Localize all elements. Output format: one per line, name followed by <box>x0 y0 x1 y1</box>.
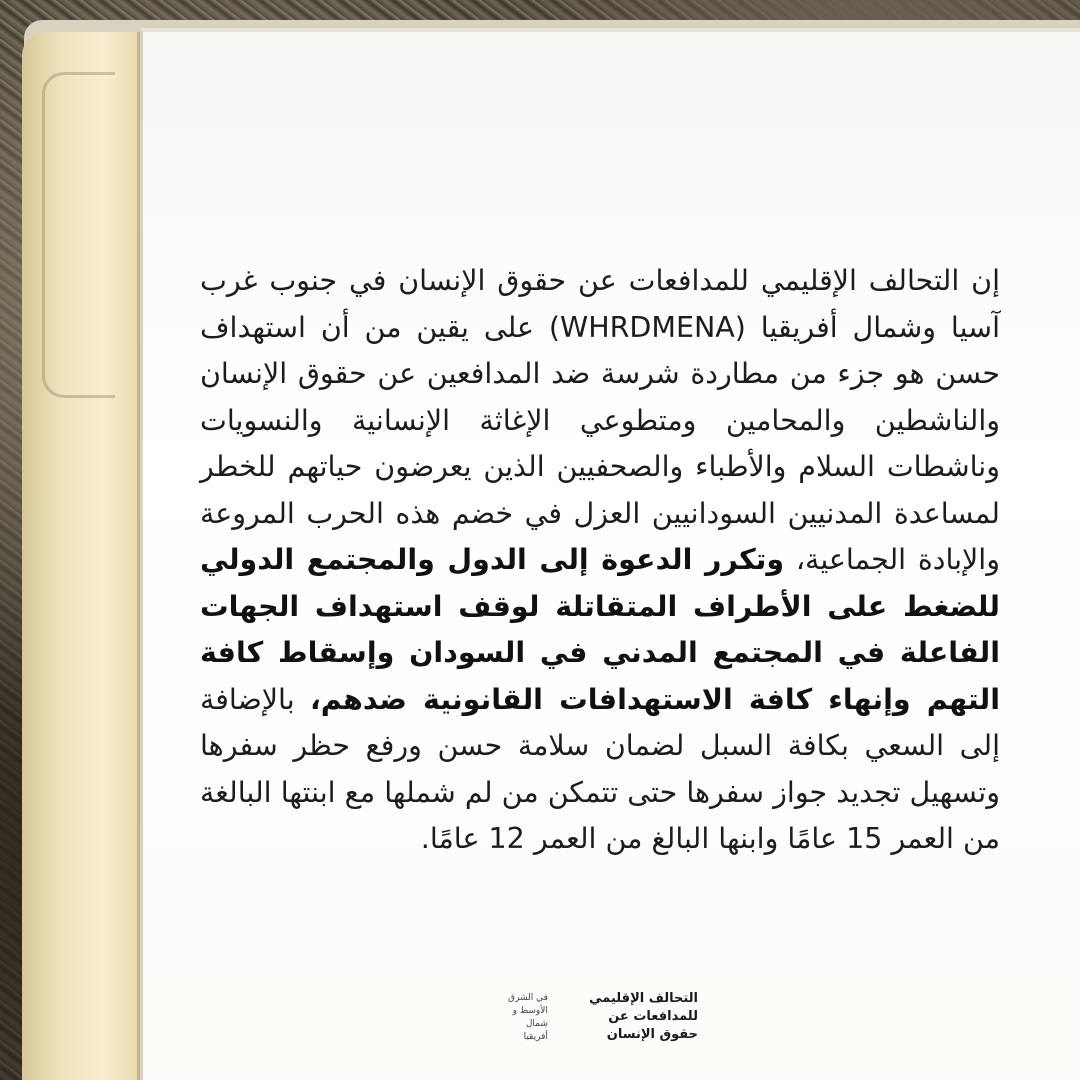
logo-sub-line-4: أفريقيا <box>523 1032 548 1042</box>
organization-logo <box>508 990 698 1048</box>
logo-sub-line-1: في الشرق <box>508 993 548 1003</box>
folder-side-tab <box>22 32 140 1080</box>
logo-main-text <box>589 990 698 1044</box>
logo-main-line-1: التحالف الإقليمي <box>589 991 698 1006</box>
logo-sub-line-3: شمال <box>525 1019 548 1029</box>
statement-call-to-action: وتكرر الدعوة إلى الدول والمجتمع الدولي للضغط على الأطراف المتقاتلة لوقف استهداف الجهات الفاعلة في المجتمع المدني في السودان وإسقاط كافة التهم وإنهاء كافة الاستهدافات القانونية ضدهم، <box>200 543 1000 716</box>
statement-intro: إن التحالف الإقليمي للمدافعات عن حقوق الإنسان في جنوب غرب آسيا وشمال أفريقيا (WHRDMENA) على يقين من أن استهداف حسن هو جزء من مطاردة شرسة ضد المدافعين عن حقوق الإنسان والناشطين والمحامين ومتطوعي الإغاثة الإنسانية والنسويات وناشطات السلام والأطباء والصحفيين الذين يعرضون حياتهم للخطر لمساعدة المدنيين السودانيين العزل في خضم هذه الحرب المروعة والإبادة الجماعية، <box>200 264 1000 576</box>
logo-main-line-2: للمدافعات عن <box>608 1009 698 1024</box>
logo-main-line-3: حقوق الإنسان <box>606 1027 698 1042</box>
folder-tab-notch <box>42 72 115 398</box>
statement-paragraph <box>200 258 1000 863</box>
statement-outro: بالإضافة إلى السعي بكافة السبل لضمان سلامة حسن ورفع حظر سفرها وتسهيل تجديد جواز سفرها حتى تتمكن من لم شملها مع ابنتها البالغة من العمر 15 عامًا وابنها البالغ من العمر 12 عامًا. <box>200 682 1000 855</box>
logo-region-text <box>508 992 548 1044</box>
logo-sub-line-2: الأوسط و <box>512 1006 548 1016</box>
